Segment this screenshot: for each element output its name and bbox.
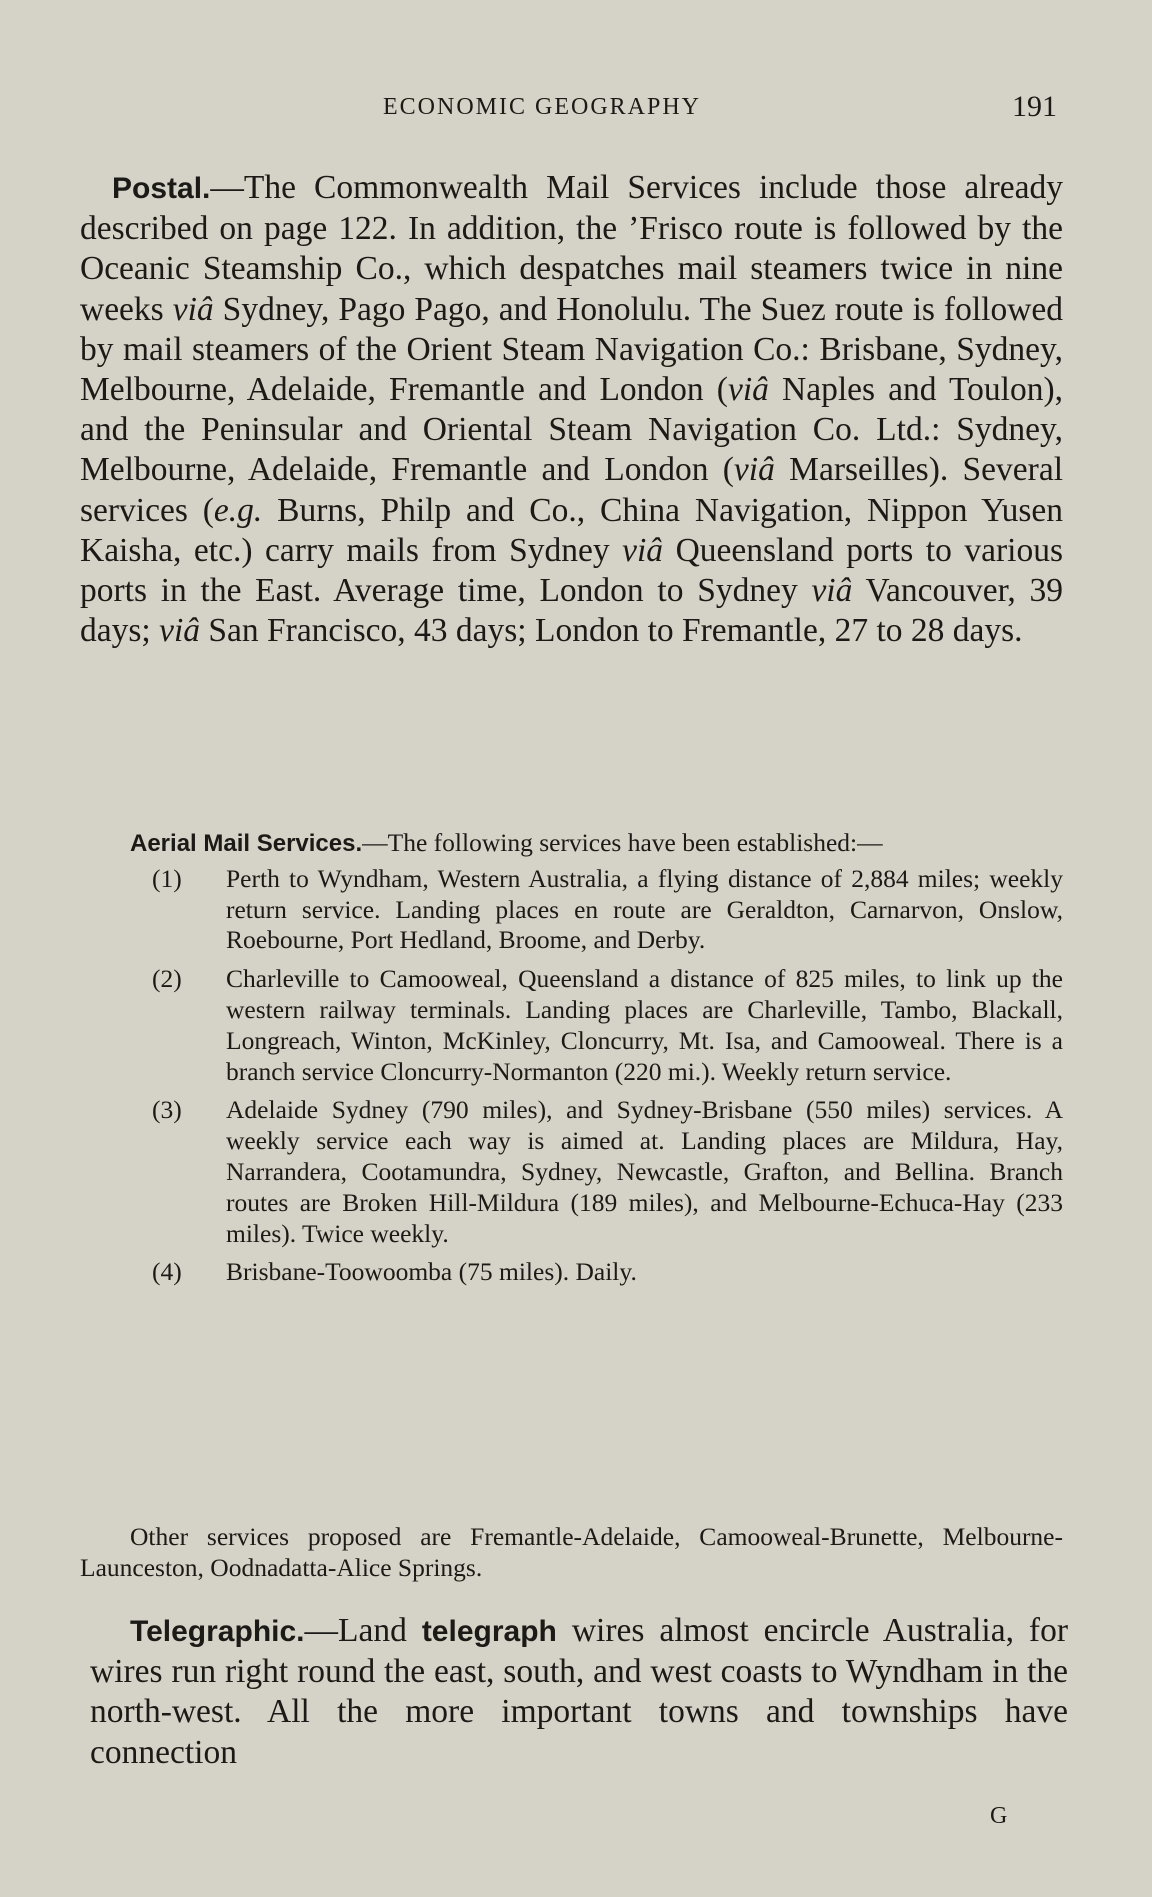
italic-segment: viâ (172, 290, 214, 328)
postal-section (80, 168, 1063, 651)
service-text: Brisbane-Toowoomba (75 miles). Daily. (226, 1257, 637, 1287)
italic-segment: viâ (733, 451, 775, 489)
text-segment: Marseilles). Several services ( (80, 451, 1064, 529)
service-item (80, 1095, 1063, 1249)
aerial-intro-text: —The following services have been established:— (362, 828, 883, 857)
aerial-mail-section (80, 828, 1063, 1296)
aerial-intro (80, 828, 1063, 860)
service-list (80, 864, 1063, 1288)
other-services-text: Other services proposed are Fremantle-Adelaide, Camooweal-Brunette, Melbourne-Launceston, Oodnadatta-Alice Springs. (80, 1522, 1063, 1582)
text-segment: Naples and Toulon), and the Peninsular and Oriental Steam Navigation Co. Ltd.: Sydney, Melbourne, Adelaide, Fremantle and London ( (80, 371, 1063, 489)
service-text: Charleville to Camooweal, Queensland a distance of 825 miles, to link up the western railway terminals. Landing places are Charleville, Tambo, Blackall, Longreach, Winton, McKinley, Cloncurry, Mt. Isa, and Camooweal. There is a branch service Cloncurry-Normanton (220 mi.). Weekly return service. (226, 964, 1063, 1086)
text-segment: Vancouver, 39 days; (80, 572, 1064, 650)
text-segment: Sydney, Pago Pago, and Honolulu. The Suez route is followed by mail steamers of the Orient Steam Navigation Co.: Brisbane, Sydney, Melbourne, Adelaide, Fremantle and London ( (80, 290, 1064, 409)
service-item (80, 1257, 1063, 1288)
other-services (80, 1522, 1063, 1584)
service-number: (4) (152, 1257, 182, 1287)
aerial-heading: Aerial Mail Services. (130, 830, 363, 857)
text-segment: —Land (304, 1612, 422, 1649)
postal-heading: Postal. (112, 172, 211, 205)
page-number: 191 (1012, 90, 1057, 123)
italic-segment: viâ (622, 531, 664, 569)
italic-segment: viâ (159, 612, 201, 650)
service-text: Perth to Wyndham, Western Australia, a flying distance of 2,884 miles; weekly return service. Landing places en route are Geraldton, Carnarvon, Onslow, Roebourne, Port Hedland, Broome, and Derby. (226, 863, 1063, 955)
italic-segment: e.g. (213, 491, 263, 529)
service-number: (2) (152, 964, 182, 994)
service-item (80, 964, 1063, 1087)
telegraphic-heading: Telegraphic. (130, 1615, 305, 1648)
telegraphic-section (90, 1611, 1068, 1773)
page-header (0, 90, 1152, 123)
telegraphic-paragraph (90, 1611, 1068, 1773)
signature-mark: G (990, 1803, 1008, 1829)
text-segment: —The Commonwealth Mail Services include those already described on page 122. In addition, the ’Frisco route is followed by the Oceanic Steamship Co., which despatches mail steamers twice in nine weeks (80, 169, 1063, 328)
postal-paragraph (80, 168, 1063, 651)
italic-segment: viâ (727, 371, 769, 409)
text-segment: wires almost encircle Australia, for wires run right round the east, south, and west coasts to Wyndham in the north-west. All the more important towns and townships have connection (90, 1612, 1068, 1771)
bold-word: telegraph (421, 1615, 557, 1648)
italic-segment: viâ (811, 572, 853, 610)
text-segment: Burns, Philp and Co., China Navigation, Nippon Yusen Kaisha, etc.) carry mails from Sydney (80, 491, 1063, 569)
text-segment: San Francisco, 43 days; London to Fremantle, 27 to 28 days. (200, 612, 1023, 650)
service-number: (1) (152, 863, 182, 893)
service-item (80, 864, 1063, 956)
running-head: ECONOMIC GEOGRAPHY (383, 94, 702, 120)
text-segment: Queensland ports to various ports in the East. Average time, London to Sydney (80, 531, 1063, 610)
service-text: Adelaide Sydney (790 miles), and Sydney-Brisbane (550 miles) services. A weekly service each way is aimed at. Landing places are Mildura, Hay, Narrandera, Cootamundra, Sydney, Newcastle, Grafton, and Bellina. Branch routes are Broken Hill-Mildura (189 miles), and Melbourne-Echuca-Hay (233 miles). Twice weekly. (226, 1095, 1063, 1248)
service-number: (3) (152, 1095, 182, 1125)
